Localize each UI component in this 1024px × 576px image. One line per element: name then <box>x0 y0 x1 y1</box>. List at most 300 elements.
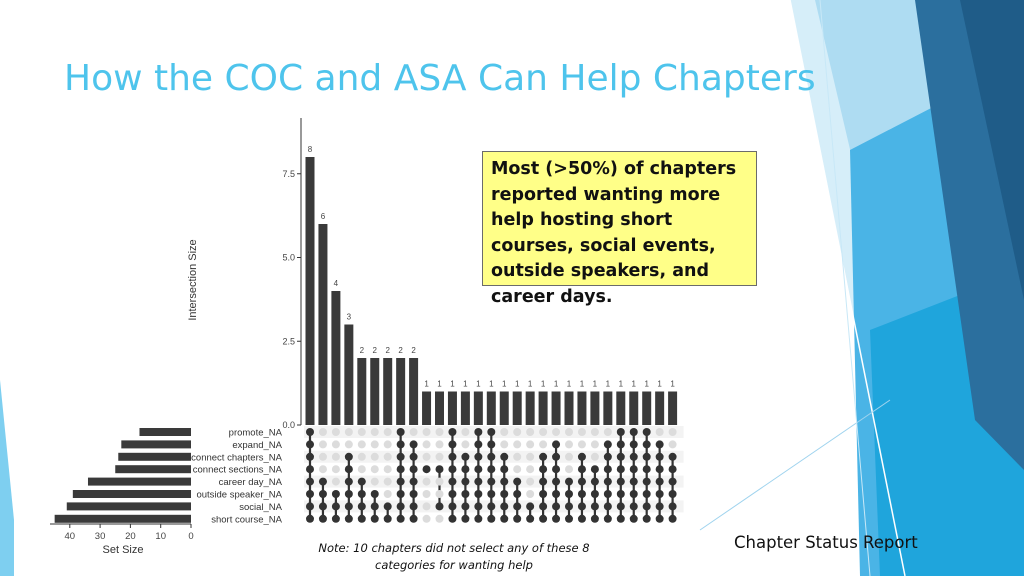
matrix-dot-filled <box>604 515 612 523</box>
matrix-dot-filled <box>500 490 508 498</box>
matrix-dot-filled <box>423 465 431 473</box>
matrix-dot-filled <box>474 490 482 498</box>
intersection-bar <box>603 392 612 426</box>
matrix-dot-filled <box>474 478 482 486</box>
matrix-dot-filled <box>630 490 638 498</box>
intersection-label: 6 <box>320 212 326 221</box>
intersection-label: 1 <box>553 379 559 389</box>
matrix-dot-empty <box>345 428 353 436</box>
matrix-dot-filled <box>500 465 508 473</box>
matrix-dot-empty <box>436 453 444 461</box>
intersection-bar <box>487 392 496 426</box>
set-size-title: Set Size <box>102 544 144 556</box>
matrix-dot-filled <box>345 502 353 510</box>
matrix-dot-filled <box>539 490 547 498</box>
matrix-dot-filled <box>656 465 664 473</box>
intersection-label: 2 <box>411 346 416 355</box>
set-size-tick-label: 0 <box>188 531 194 542</box>
matrix-dot-filled <box>410 478 418 486</box>
matrix-dot-empty <box>669 428 677 436</box>
intersection-bar <box>590 392 599 426</box>
matrix-dot-filled <box>306 478 314 486</box>
matrix-dot-filled <box>500 515 508 523</box>
matrix-dot-empty <box>552 428 560 436</box>
intersection-label: 1 <box>592 379 598 389</box>
chart-axes <box>282 118 301 430</box>
matrix-dot-filled <box>487 428 495 436</box>
matrix-dot-filled <box>552 515 560 523</box>
matrix-dot-empty <box>526 465 534 473</box>
set-size-bars <box>50 428 283 543</box>
matrix-dot-filled <box>552 440 560 448</box>
matrix-dot-empty <box>371 465 379 473</box>
matrix-dot-filled <box>448 515 456 523</box>
matrix-dot-filled <box>591 502 599 510</box>
matrix-dot-empty <box>332 428 340 436</box>
matrix-dot-empty <box>345 440 353 448</box>
matrix-dot-filled <box>552 453 560 461</box>
matrix-dot-filled <box>513 515 521 523</box>
matrix-dot-filled <box>397 440 405 448</box>
intersection-label: 1 <box>463 379 468 389</box>
intersection-bar <box>357 358 366 425</box>
matrix-dot-empty <box>513 428 521 436</box>
matrix-dot-filled <box>643 490 651 498</box>
matrix-dot-filled <box>669 502 677 510</box>
matrix-dot-filled <box>306 428 314 436</box>
set-size-bar <box>118 453 191 461</box>
matrix-dot-filled <box>617 515 625 523</box>
matrix-dot-filled <box>656 453 664 461</box>
matrix-dot-filled <box>604 453 612 461</box>
matrix-dot-filled <box>656 502 664 510</box>
intersection-label: 1 <box>657 379 662 389</box>
matrix-dot-filled <box>371 502 379 510</box>
note-line-2: categories for wanting help <box>375 558 533 572</box>
set-size-tick-label: 10 <box>155 531 166 542</box>
intersection-label: 1 <box>631 379 636 389</box>
matrix-dot-empty <box>358 428 366 436</box>
matrix-dot-filled <box>474 515 482 523</box>
matrix-dot-filled <box>539 465 547 473</box>
matrix-dot-filled <box>500 453 508 461</box>
matrix-dot-filled <box>617 440 625 448</box>
intersection-bar <box>474 392 483 426</box>
matrix-dot-filled <box>397 453 405 461</box>
intersection-bar <box>396 358 405 425</box>
set-size-bar <box>67 502 191 510</box>
matrix-dot-filled <box>332 490 340 498</box>
matrix-dot-empty <box>358 465 366 473</box>
intersection-bar <box>526 392 535 426</box>
matrix-dot-empty <box>539 428 547 436</box>
matrix-dot-empty <box>539 440 547 448</box>
intersection-label: 1 <box>489 379 494 389</box>
matrix-dot-filled <box>371 515 379 523</box>
matrix-dot-empty <box>384 453 392 461</box>
matrix-dot-filled <box>397 502 405 510</box>
matrix-dot-filled <box>617 465 625 473</box>
matrix-dot-filled <box>578 502 586 510</box>
matrix-dot-empty <box>423 428 431 436</box>
matrix-dot-filled <box>643 440 651 448</box>
set-name-label: connect chapters_NA <box>191 452 282 464</box>
matrix-dot-filled <box>591 478 599 486</box>
matrix-dot-empty <box>565 453 573 461</box>
intersection-label: 8 <box>307 145 313 154</box>
matrix-dot-filled <box>448 428 456 436</box>
matrix-dot-filled <box>565 490 573 498</box>
matrix-dot-empty <box>565 440 573 448</box>
matrix-dot-empty <box>513 440 521 448</box>
matrix-dot-filled <box>448 465 456 473</box>
matrix-dot-filled <box>448 490 456 498</box>
matrix-dot-filled <box>669 465 677 473</box>
matrix-dot-filled <box>332 502 340 510</box>
matrix-dot-filled <box>410 453 418 461</box>
matrix-dot-filled <box>358 502 366 510</box>
matrix-dot-filled <box>552 465 560 473</box>
matrix-dot-filled <box>474 428 482 436</box>
matrix-dot-empty <box>423 515 431 523</box>
matrix-dot-filled <box>552 502 560 510</box>
matrix-dot-filled <box>461 453 469 461</box>
set-size-bar <box>55 515 191 523</box>
matrix-dot-filled <box>578 490 586 498</box>
matrix-dot-empty <box>591 453 599 461</box>
matrix-dot-empty <box>604 428 612 436</box>
matrix-dot-filled <box>630 465 638 473</box>
intersection-bar <box>383 358 392 425</box>
y-tick-label: 5.0 <box>282 252 295 263</box>
matrix-dot-filled <box>397 490 405 498</box>
matrix-dot-empty <box>526 453 534 461</box>
matrix-dot-filled <box>630 478 638 486</box>
intersection-bar <box>318 224 327 425</box>
matrix-dot-filled <box>604 490 612 498</box>
matrix-dot-filled <box>345 490 353 498</box>
intersection-label: 1 <box>514 379 520 389</box>
matrix-dot-filled <box>565 502 573 510</box>
matrix-dot-empty <box>319 453 327 461</box>
intersection-label: 1 <box>605 379 611 389</box>
matrix-dot-empty <box>565 465 573 473</box>
matrix-dot-filled <box>552 478 560 486</box>
matrix-dot-filled <box>565 478 573 486</box>
matrix-dot-filled <box>578 453 586 461</box>
matrix-dot-filled <box>643 515 651 523</box>
matrix-dot-filled <box>461 490 469 498</box>
matrix-dot-empty <box>461 428 469 436</box>
matrix-dot-filled <box>345 515 353 523</box>
matrix-dot-filled <box>461 478 469 486</box>
matrix-dot-filled <box>487 490 495 498</box>
matrix-dot-empty <box>319 465 327 473</box>
matrix-dot-filled <box>617 502 625 510</box>
matrix-dot-filled <box>591 490 599 498</box>
matrix-dot-empty <box>436 515 444 523</box>
set-name-label: outside speaker_NA <box>196 489 282 501</box>
matrix-dot-filled <box>461 515 469 523</box>
matrix-dot-filled <box>539 515 547 523</box>
set-size-bar <box>73 490 191 498</box>
matrix-dot-filled <box>397 478 405 486</box>
intersection-bar <box>344 325 353 426</box>
matrix-dot-filled <box>410 440 418 448</box>
matrix-dot-empty <box>410 428 418 436</box>
chart-note <box>300 540 608 574</box>
intersection-label: 1 <box>424 379 429 389</box>
note-line-1: Note: 10 chapters did not select any of these 8 <box>318 541 590 555</box>
matrix-dot-empty <box>565 428 573 436</box>
matrix-dot-empty <box>423 453 431 461</box>
matrix-dot-filled <box>669 515 677 523</box>
matrix-dot-filled <box>306 453 314 461</box>
matrix-dot-empty <box>656 428 664 436</box>
matrix-dot-filled <box>397 465 405 473</box>
intersection-bar <box>565 392 574 426</box>
intersection-label: 1 <box>540 379 546 389</box>
matrix-dot-filled <box>669 478 677 486</box>
matrix-dot-empty <box>332 453 340 461</box>
matrix-dot-filled <box>410 502 418 510</box>
matrix-dot-empty <box>371 453 379 461</box>
matrix-dot-filled <box>371 490 379 498</box>
matrix-dot-empty <box>578 440 586 448</box>
intersection-label: 1 <box>502 379 507 389</box>
intersection-bar <box>577 392 586 426</box>
matrix-dot-filled <box>630 440 638 448</box>
intersection-bar <box>668 392 677 426</box>
matrix-dot-filled <box>526 502 534 510</box>
intersection-bar <box>448 392 457 426</box>
matrix-dot-filled <box>474 453 482 461</box>
matrix-dot-filled <box>656 490 664 498</box>
intersection-bar <box>655 392 664 426</box>
matrix-dot-filled <box>617 490 625 498</box>
matrix-dot-filled <box>487 515 495 523</box>
matrix-dot-empty <box>526 478 534 486</box>
set-name-label: expand_NA <box>232 439 282 451</box>
matrix-dot-filled <box>474 440 482 448</box>
matrix-dot-empty <box>669 440 677 448</box>
set-size-tick-label: 40 <box>64 531 76 542</box>
matrix-dot-filled <box>345 453 353 461</box>
matrix-dot-filled <box>643 453 651 461</box>
matrix-dot-empty <box>384 490 392 498</box>
intersection-label: 1 <box>618 379 624 389</box>
set-name-label: connect sections_NA <box>192 464 282 476</box>
matrix-dot-empty <box>436 478 444 486</box>
matrix-dot-empty <box>358 440 366 448</box>
matrix-dot-filled <box>565 515 573 523</box>
y-axis-title: Intersection Size <box>187 239 199 321</box>
matrix-dot-filled <box>656 515 664 523</box>
matrix-dot-empty <box>384 478 392 486</box>
matrix-dot-filled <box>643 478 651 486</box>
footer-label: Chapter Status Report <box>734 533 918 552</box>
intersection-bar <box>642 392 651 426</box>
matrix-dot-empty <box>384 465 392 473</box>
matrix-dot-filled <box>669 453 677 461</box>
matrix-dot-filled <box>487 453 495 461</box>
matrix-dot-filled <box>410 465 418 473</box>
matrix-dot-empty <box>513 465 521 473</box>
matrix-dot-empty <box>591 428 599 436</box>
matrix-dot-filled <box>319 515 327 523</box>
intersection-label: 1 <box>579 379 585 389</box>
set-size-tick-label: 20 <box>125 531 136 542</box>
matrix-dot-filled <box>306 440 314 448</box>
y-tick-label: 2.5 <box>282 336 295 347</box>
matrix-dot-filled <box>345 465 353 473</box>
matrix-dot-empty <box>591 440 599 448</box>
intersection-bar <box>513 392 522 426</box>
set-name-label: career day_NA <box>218 477 282 489</box>
matrix-dot-filled <box>513 478 521 486</box>
matrix-dot-filled <box>461 502 469 510</box>
matrix-dot-filled <box>358 490 366 498</box>
slide-title: How the COC and ASA Can Help Chapters <box>64 58 816 99</box>
matrix-dot-filled <box>487 465 495 473</box>
matrix-dot-filled <box>436 502 444 510</box>
matrix-dot-empty <box>423 478 431 486</box>
intersection-label: 3 <box>346 312 352 322</box>
set-name-label: social_NA <box>239 501 282 513</box>
matrix-dot-empty <box>500 440 508 448</box>
matrix-dot-filled <box>448 440 456 448</box>
matrix-dot-filled <box>617 453 625 461</box>
y-tick-label: 0.0 <box>282 420 295 430</box>
intersection-label: 1 <box>437 379 442 389</box>
matrix-dot-empty <box>371 428 379 436</box>
matrix-dot-empty <box>371 440 379 448</box>
intersection-bar <box>370 358 379 425</box>
matrix-dot-filled <box>591 465 599 473</box>
intersection-label: 1 <box>476 379 481 389</box>
matrix-dot-empty <box>319 428 327 436</box>
set-size-bar <box>121 440 191 448</box>
matrix-dot-filled <box>397 515 405 523</box>
matrix-dot-empty <box>461 440 469 448</box>
matrix-dot-filled <box>487 478 495 486</box>
set-size-tick-label: 30 <box>94 531 106 542</box>
matrix-dot-empty <box>384 440 392 448</box>
intersection-label: 1 <box>527 379 533 389</box>
intersection-bar <box>552 392 561 426</box>
matrix-dot-empty <box>358 453 366 461</box>
matrix-dot-filled <box>319 478 327 486</box>
matrix-dot-filled <box>319 502 327 510</box>
matrix-dot-empty <box>436 440 444 448</box>
matrix-dot-filled <box>604 478 612 486</box>
matrix-dot-empty <box>526 440 534 448</box>
intersection-label: 2 <box>398 346 403 355</box>
matrix-dot-empty <box>384 428 392 436</box>
intersection-label: 2 <box>372 346 377 355</box>
matrix-dot-filled <box>448 453 456 461</box>
matrix-dot-filled <box>500 502 508 510</box>
matrix-dot-filled <box>656 440 664 448</box>
membership-matrix <box>304 426 684 523</box>
callout-box: Most (>50%) of chapters reported wanting more help hosting short courses, social events, outside speakers, and career days. <box>482 151 757 286</box>
matrix-dot-filled <box>500 478 508 486</box>
intersection-label: 4 <box>333 279 339 288</box>
matrix-dot-filled <box>617 428 625 436</box>
matrix-dot-filled <box>410 490 418 498</box>
matrix-dot-filled <box>306 465 314 473</box>
matrix-dot-filled <box>384 502 392 510</box>
set-size-bar <box>139 428 191 436</box>
matrix-dot-filled <box>539 502 547 510</box>
matrix-dot-empty <box>423 502 431 510</box>
matrix-dot-empty <box>423 440 431 448</box>
matrix-dot-empty <box>578 428 586 436</box>
intersection-bar <box>629 392 638 426</box>
matrix-dot-filled <box>487 502 495 510</box>
matrix-dot-filled <box>591 515 599 523</box>
matrix-dot-filled <box>578 515 586 523</box>
matrix-dot-filled <box>306 502 314 510</box>
matrix-dot-filled <box>319 490 327 498</box>
matrix-dot-filled <box>358 478 366 486</box>
matrix-dot-empty <box>513 453 521 461</box>
matrix-dot-filled <box>669 490 677 498</box>
matrix-dot-filled <box>513 490 521 498</box>
set-size-bar <box>88 478 191 486</box>
intersection-label: 1 <box>566 379 572 389</box>
intersection-label: 2 <box>359 346 365 355</box>
matrix-dot-filled <box>461 465 469 473</box>
matrix-dot-filled <box>539 453 547 461</box>
matrix-dot-filled <box>617 478 625 486</box>
matrix-dot-empty <box>319 440 327 448</box>
matrix-dot-empty <box>423 490 431 498</box>
set-size-bar <box>115 465 191 473</box>
intersection-bar <box>500 392 509 426</box>
matrix-dot-filled <box>552 490 560 498</box>
intersection-bar <box>616 392 625 426</box>
matrix-dot-filled <box>448 502 456 510</box>
matrix-dot-filled <box>332 515 340 523</box>
matrix-dot-empty <box>332 478 340 486</box>
intersection-label: 2 <box>385 346 390 355</box>
intersection-label: 1 <box>644 379 649 389</box>
y-tick-label: 7.5 <box>282 168 295 179</box>
matrix-dot-filled <box>526 515 534 523</box>
matrix-dot-empty <box>436 490 444 498</box>
matrix-dot-empty <box>332 440 340 448</box>
matrix-dot-filled <box>384 515 392 523</box>
set-name-label: promote_NA <box>228 427 282 439</box>
matrix-dot-filled <box>474 502 482 510</box>
matrix-dot-filled <box>604 502 612 510</box>
intersection-label: 1 <box>670 379 675 389</box>
matrix-dot-filled <box>578 478 586 486</box>
matrix-dot-filled <box>643 428 651 436</box>
intersection-label: 1 <box>450 379 455 389</box>
matrix-dot-filled <box>630 502 638 510</box>
matrix-dot-filled <box>630 515 638 523</box>
matrix-dot-empty <box>371 478 379 486</box>
matrix-dot-empty <box>526 428 534 436</box>
matrix-dot-empty <box>500 428 508 436</box>
intersection-bar <box>461 392 470 426</box>
matrix-dot-filled <box>604 440 612 448</box>
intersection-bar <box>331 291 340 425</box>
matrix-dot-filled <box>345 478 353 486</box>
matrix-dot-empty <box>332 465 340 473</box>
